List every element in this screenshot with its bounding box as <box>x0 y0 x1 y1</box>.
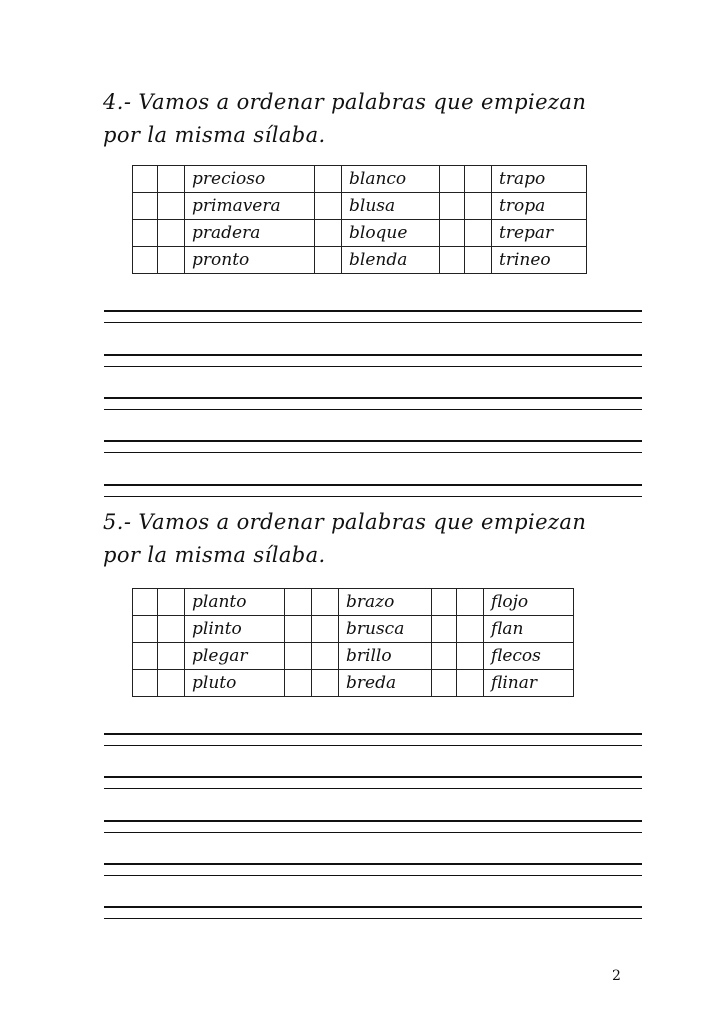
table-row <box>133 220 587 247</box>
writing-line[interactable] <box>104 397 642 399</box>
answer-box[interactable] <box>133 247 158 274</box>
word-cell: bloque <box>342 220 440 247</box>
writing-line[interactable] <box>104 354 642 356</box>
table-row <box>133 670 574 697</box>
writing-guide-line <box>104 366 642 367</box>
word-cell: brusca <box>339 616 432 643</box>
word-cell: pluto <box>185 670 285 697</box>
table-row <box>133 166 587 193</box>
answer-box[interactable] <box>158 643 185 670</box>
answer-box[interactable] <box>465 247 492 274</box>
answer-box[interactable] <box>285 643 312 670</box>
answer-box[interactable] <box>432 589 457 616</box>
answer-box[interactable] <box>440 247 465 274</box>
word-cell: flojo <box>484 589 574 616</box>
answer-box[interactable] <box>457 589 484 616</box>
writing-guide-line <box>104 452 642 453</box>
word-cell: trepar <box>492 220 587 247</box>
word-cell: blusa <box>342 193 440 220</box>
answer-box[interactable] <box>315 193 342 220</box>
writing-line[interactable] <box>104 484 642 486</box>
answer-box[interactable] <box>133 643 158 670</box>
writing-guide-line <box>104 832 642 833</box>
answer-box[interactable] <box>457 670 484 697</box>
word-cell: primavera <box>185 193 315 220</box>
answer-box[interactable] <box>158 616 185 643</box>
answer-box[interactable] <box>465 166 492 193</box>
answer-box[interactable] <box>315 220 342 247</box>
word-cell: flan <box>484 616 574 643</box>
writing-guide-line <box>104 745 642 746</box>
writing-guide-line <box>104 918 642 919</box>
exercise-heading: 4.- Vamos a ordenar palabras que empiezan por la misma sílaba. <box>103 90 587 147</box>
answer-box[interactable] <box>465 220 492 247</box>
word-cell: fliпar <box>484 670 574 697</box>
writing-line[interactable] <box>104 310 642 312</box>
answer-box[interactable] <box>285 589 312 616</box>
answer-box[interactable] <box>440 166 465 193</box>
answer-box[interactable] <box>440 220 465 247</box>
word-table <box>132 165 587 274</box>
word-cell: precioso <box>185 166 315 193</box>
answer-box[interactable] <box>315 247 342 274</box>
answer-box[interactable] <box>285 670 312 697</box>
answer-box[interactable] <box>312 589 339 616</box>
table-row <box>133 247 587 274</box>
writing-line[interactable] <box>104 863 642 865</box>
answer-box[interactable] <box>312 643 339 670</box>
word-cell: blenda <box>342 247 440 274</box>
table-row <box>133 193 587 220</box>
word-cell: blanco <box>342 166 440 193</box>
answer-box[interactable] <box>432 670 457 697</box>
answer-box[interactable] <box>315 166 342 193</box>
answer-box[interactable] <box>133 193 158 220</box>
writing-guide-line <box>104 496 642 497</box>
answer-box[interactable] <box>465 193 492 220</box>
writing-guide-line <box>104 875 642 876</box>
answer-box[interactable] <box>133 166 158 193</box>
word-cell: pronto <box>185 247 315 274</box>
word-cell: pradera <box>185 220 315 247</box>
word-cell: planto <box>185 589 285 616</box>
exercise-heading: 5.- Vamos a ordenar palabras que empiezan por la misma sílaba. <box>103 510 587 567</box>
word-cell: brillo <box>339 643 432 670</box>
word-cell: brazo <box>339 589 432 616</box>
page-number: 2 <box>612 968 621 984</box>
writing-line[interactable] <box>104 906 642 908</box>
writing-line[interactable] <box>104 440 642 442</box>
answer-box[interactable] <box>158 670 185 697</box>
answer-box[interactable] <box>158 193 185 220</box>
answer-box[interactable] <box>133 589 158 616</box>
word-cell: trineo <box>492 247 587 274</box>
writing-guide-line <box>104 322 642 323</box>
answer-box[interactable] <box>133 220 158 247</box>
writing-guide-line <box>104 788 642 789</box>
answer-box[interactable] <box>312 670 339 697</box>
writing-line[interactable] <box>104 733 642 735</box>
writing-line[interactable] <box>104 776 642 778</box>
answer-box[interactable] <box>432 616 457 643</box>
word-cell: tropa <box>492 193 587 220</box>
writing-guide-line <box>104 409 642 410</box>
word-cell: flecos <box>484 643 574 670</box>
answer-box[interactable] <box>457 616 484 643</box>
writing-line[interactable] <box>104 820 642 822</box>
word-cell: plinto <box>185 616 285 643</box>
answer-box[interactable] <box>158 220 185 247</box>
answer-box[interactable] <box>440 193 465 220</box>
answer-box[interactable] <box>312 616 339 643</box>
word-cell: breda <box>339 670 432 697</box>
answer-box[interactable] <box>133 670 158 697</box>
table-row <box>133 643 574 670</box>
answer-box[interactable] <box>133 616 158 643</box>
table-row <box>133 589 574 616</box>
word-cell: plegar <box>185 643 285 670</box>
word-table <box>132 588 574 697</box>
answer-box[interactable] <box>457 643 484 670</box>
word-cell: trapo <box>492 166 587 193</box>
answer-box[interactable] <box>285 616 312 643</box>
answer-box[interactable] <box>158 166 185 193</box>
answer-box[interactable] <box>432 643 457 670</box>
table-row <box>133 616 574 643</box>
answer-box[interactable] <box>158 247 185 274</box>
answer-box[interactable] <box>158 589 185 616</box>
